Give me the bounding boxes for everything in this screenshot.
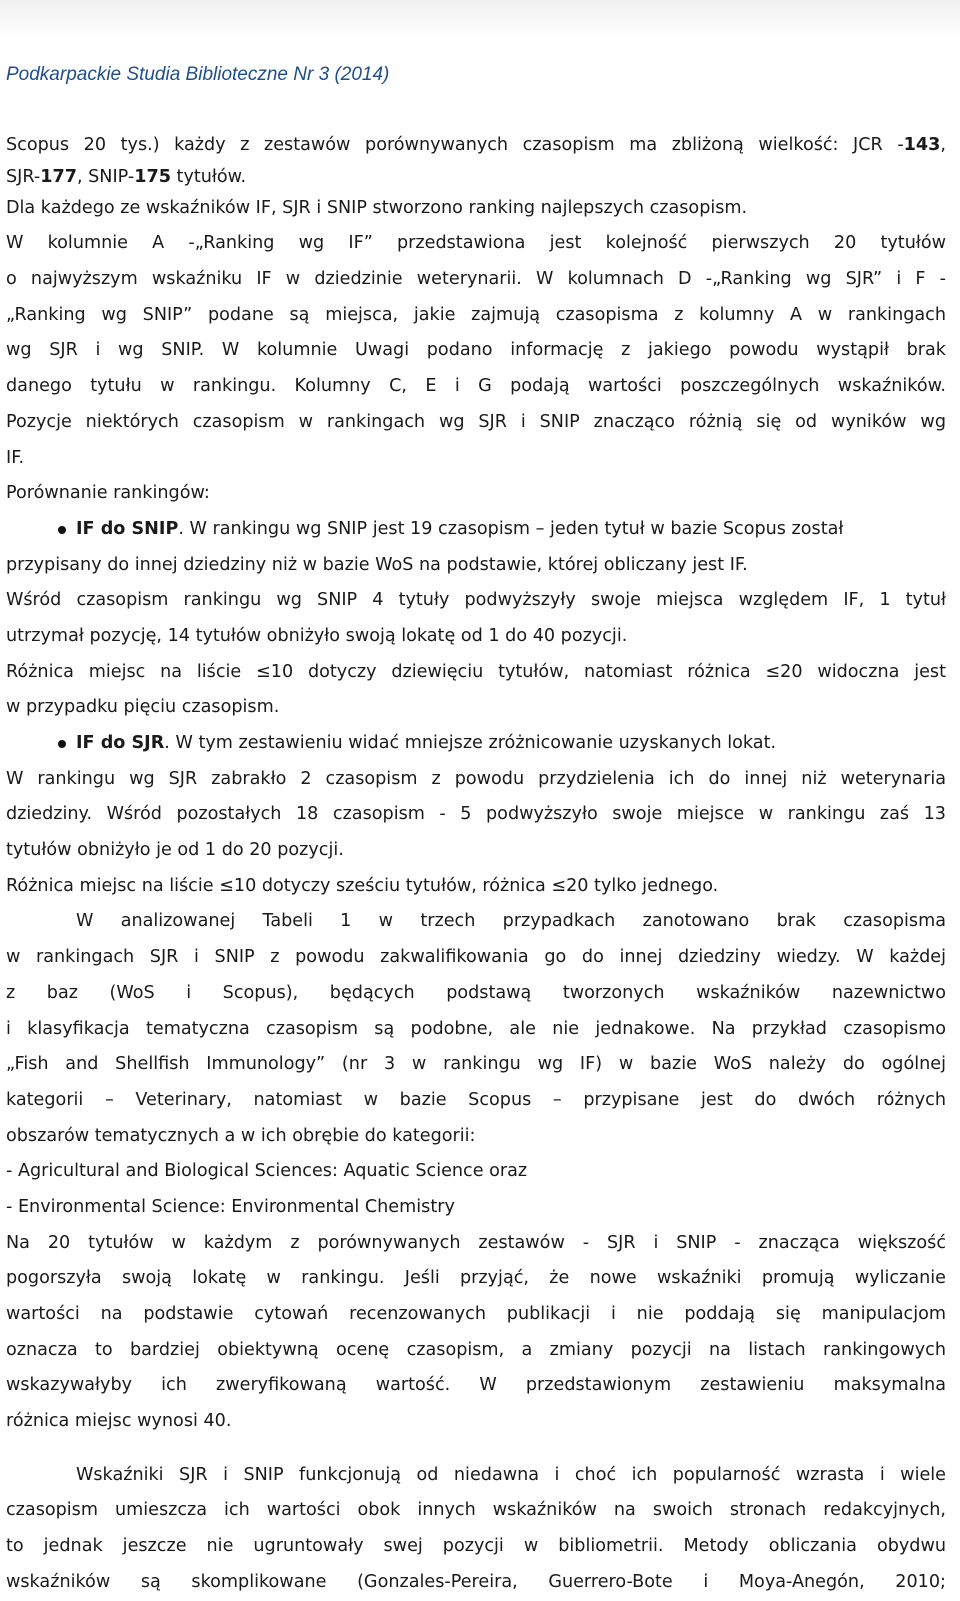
paragraph-line: Różnica miejsc na liście ≤10 dotyczy dziewięciu tytułów, natomiast różnica ≤20 widoczna jest <box>6 661 946 682</box>
paragraph-line: W rankingu wg SJR zabrakło 2 czasopism z powodu przydzielenia ich do innej niż weterynaria <box>6 768 946 789</box>
paragraph-line: to jednak jeszcze nie ugruntowały swej pozycji w bibliometrii. Metody obliczania obydwu <box>6 1536 946 1557</box>
paragraph-line: przypisany do innej dziedziny niż w bazie WoS na podstawie, której obliczany jest IF. <box>6 554 748 575</box>
running-header: Podkarpackie Studia Biblioteczne Nr 3 (2014) <box>6 64 390 85</box>
body-text <box>6 128 946 1601</box>
paragraph-line: oznacza to bardziej obiektywną ocenę czasopism, a zmiany pozycji na listach rankingowych <box>6 1339 946 1360</box>
paragraph-line: Wskaźniki SJR i SNIP funkcjonują od niedawna i choć ich popularność wzrasta i wiele <box>76 1464 946 1485</box>
paragraph-line: Scopus 20 tys.) każdy z zestawów porównywanych czasopism ma zbliżoną wielkość: JCR -143, <box>6 135 946 155</box>
bullet-item: IF do SJR. W tym zestawieniu widać mniejsze zróżnicowanie uzyskanych lokat. <box>6 726 946 762</box>
paragraph-line: różnica miejsc wynosi 40. <box>6 1411 232 1432</box>
paragraph-line: W analizowanej Tabeli 1 w trzech przypadkach zanotowano brak czasopisma <box>76 911 946 932</box>
paragraph-line: wg SJR i wg SNIP. W kolumnie Uwagi podano informację z jakiego powodu wystąpił brak <box>6 340 946 361</box>
paragraph-line: danego tytułu w rankingu. Kolumny C, E i G podają wartości poszczególnych wskaźników. <box>6 376 946 397</box>
paragraph-line: wartości na podstawie cytowań recenzowanych publikacji i nie poddają się manipulacjom <box>6 1304 946 1324</box>
paragraph-line: Różnica miejsc na liście ≤10 dotyczy sześciu tytułów, różnica ≤20 tylko jednego. <box>6 875 719 896</box>
paragraph-line: w rankingach SJR i SNIP z powodu zakwalifikowania go do innej dziedziny wiedzy. W każdej <box>6 947 946 968</box>
paragraph-line: obszarów tematycznych a w ich obrębie do kategorii: <box>6 1125 476 1146</box>
paragraph-line: w przypadku pięciu czasopism. <box>6 697 280 718</box>
paragraph-line: „Ranking wg SNIP” podane są miejsca, jakie zajmują czasopisma z kolumny A w rankingach <box>6 304 946 325</box>
paragraph-line: Dla każdego ze wskaźników IF, SJR i SNIP stworzono ranking najlepszych czasopism. <box>6 197 748 218</box>
paragraph-line: z baz (WoS i Scopus), będących podstawą tworzonych wskaźników nazewnictwo <box>6 982 946 1003</box>
paragraph-line: Na 20 tytułów w każdym z porównywanych zestawów - SJR i SNIP - znacząca większość <box>6 1232 946 1253</box>
paragraph-line: pogorszyła swoją lokatę w rankingu. Jeśli przyjąć, że nowe wskaźniki promują wyliczanie <box>6 1268 946 1289</box>
list-item: - Agricultural and Biological Sciences: Aquatic Science oraz <box>6 1161 528 1182</box>
bullet-icon <box>58 526 66 534</box>
paragraph-line: SJR-177, SNIP-175 tytułów. <box>6 166 247 187</box>
paragraph-line: Porównanie rankingów: <box>6 483 210 504</box>
bullet-item: IF do SNIP. W rankingu wg SNIP jest 19 czasopism – jeden tytuł w bazie Scopus został <box>6 512 946 548</box>
paragraph-line: wskazywałyby ich zweryfikowaną wartość. W przedstawionym zestawieniu maksymalna <box>6 1375 946 1396</box>
paragraph-line: dziedziny. Wśród pozostałych 18 czasopism - 5 podwyższyło swoje miejsce w rankingu zaś 13 <box>6 804 946 825</box>
paragraph-gap <box>6 1440 946 1458</box>
paragraph-line: o najwyższym wskaźniku IF w dziedzinie weterynarii. W kolumnach D -„Ranking wg SJR” i F - <box>6 269 946 290</box>
paragraph-line: „Fish and Shellfish Immunology” (nr 3 w rankingu wg IF) w bazie WoS należy do ogólnej <box>6 1054 946 1075</box>
paragraph-line: wskaźników są skomplikowane (Gonzales-Pereira, Guerrero-Bote i Moya-Anegón, 2010; <box>6 1571 946 1592</box>
paragraph-line: utrzymał pozycję, 14 tytułów obniżyło swoją lokatę od 1 do 40 pozycji. <box>6 625 628 646</box>
list-item: - Environmental Science: Environmental Chemistry <box>6 1196 455 1217</box>
paragraph-line: czasopism umieszcza ich wartości obok innych wskaźników na swoich stronach redakcyjnych, <box>6 1500 946 1521</box>
paragraph-line: Pozycje niektórych czasopism w rankingach wg SJR i SNIP znacząco różnią się od wyników wg <box>6 411 946 432</box>
paragraph-line: kategorii – Veterinary, natomiast w bazie Scopus – przypisane jest do dwóch różnych <box>6 1089 946 1110</box>
paragraph-line: IF. <box>6 447 25 468</box>
paragraph-line: Wśród czasopism rankingu wg SNIP 4 tytuły podwyższyły swoje miejsca względem IF, 1 tytuł <box>6 590 946 611</box>
bullet-icon <box>58 740 66 748</box>
paragraph-line: tytułów obniżyło je od 1 do 20 pozycji. <box>6 840 344 861</box>
paragraph-line: W kolumnie A -„Ranking wg IF” przedstawiona jest kolejność pierwszych 20 tytułów <box>6 233 946 254</box>
paragraph-line: i klasyfikacja tematyczna czasopism są podobne, ale nie jednakowe. Na przykład czasopismo <box>6 1018 946 1039</box>
